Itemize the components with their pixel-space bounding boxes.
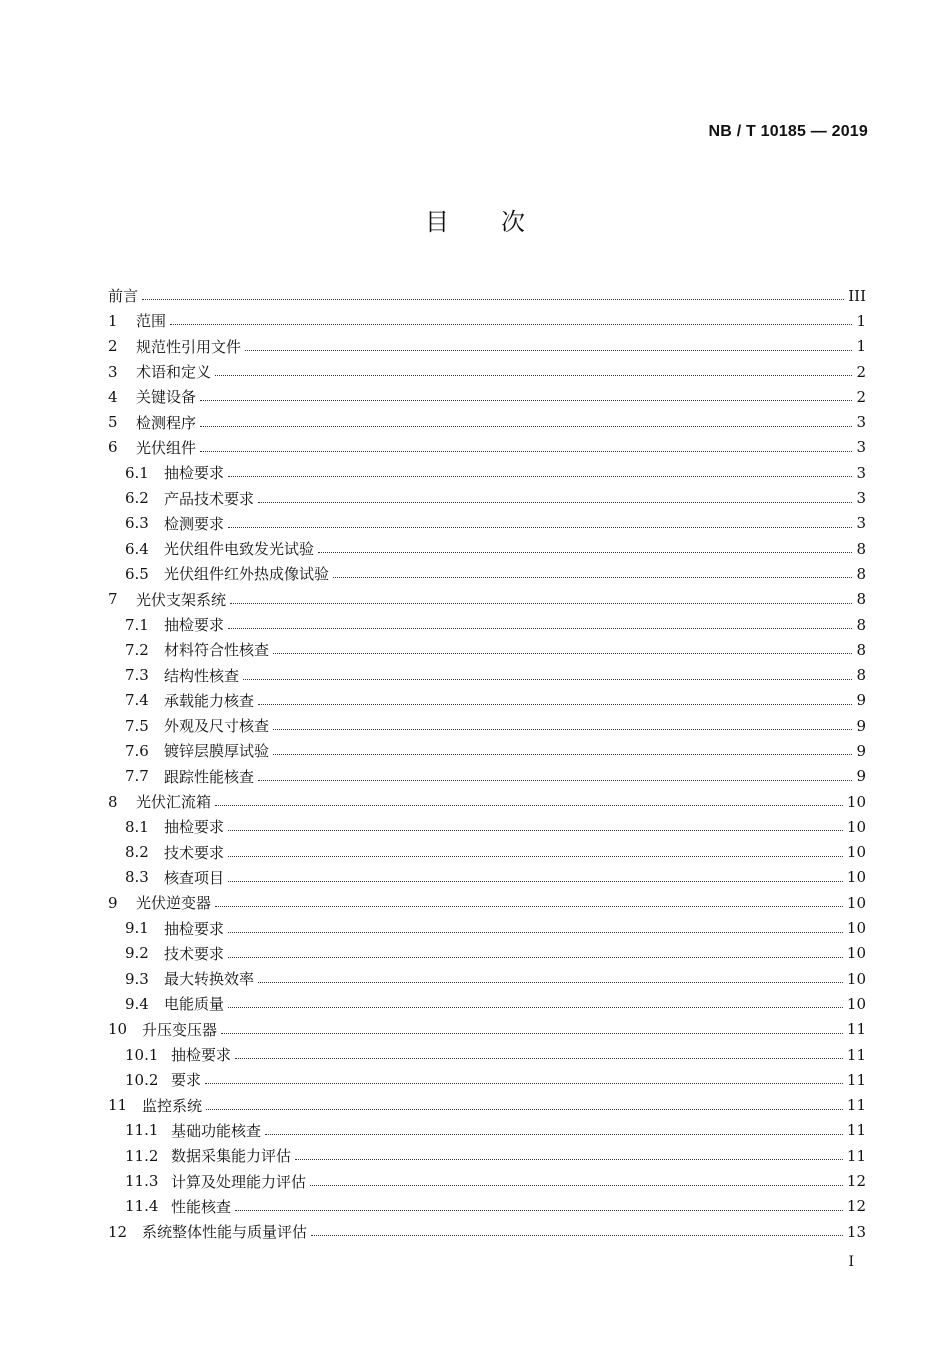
dot-leader <box>200 400 852 401</box>
dot-leader <box>245 350 852 351</box>
toc-entry-page: 10 <box>846 919 866 938</box>
dot-leader <box>215 906 843 907</box>
toc-entry[interactable] <box>108 1143 866 1168</box>
toc-entry[interactable] <box>108 1093 866 1118</box>
toc-entry-page: 8 <box>856 539 866 558</box>
toc-entry-page: 11 <box>846 1045 866 1064</box>
toc-entry-label: 抽检要求 <box>164 464 225 483</box>
toc-entry-label: 性能核查 <box>171 1197 232 1216</box>
toc-entry-page: 10 <box>846 944 866 963</box>
toc-entry-label: 术语和定义 <box>136 363 212 382</box>
dot-leader <box>230 603 852 604</box>
toc-entry-page: 2 <box>856 362 866 381</box>
toc-entry-label: 镀锌层膜厚试验 <box>164 742 270 761</box>
dot-leader <box>243 679 852 680</box>
dot-leader <box>228 527 852 528</box>
toc-entry[interactable] <box>108 1042 866 1067</box>
toc-entry[interactable] <box>108 1067 866 1092</box>
toc-entry-label: 检测程序 <box>136 413 197 432</box>
dot-leader <box>200 451 852 452</box>
toc-entry-number: 9.2 <box>125 944 149 963</box>
toc-entry-number: 5 <box>108 413 118 432</box>
toc-entry-label: 前言 <box>108 287 139 306</box>
standard-number: NB / T 10185 — 2019 <box>708 123 868 140</box>
dot-leader <box>258 502 852 503</box>
toc-entry-label: 基础功能核查 <box>171 1121 262 1140</box>
toc-entry-page: 1 <box>856 337 866 356</box>
toc-entry-number: 8.3 <box>125 868 149 887</box>
toc-entry[interactable] <box>108 485 866 510</box>
toc-entry-number: 11.3 <box>125 1172 159 1191</box>
toc-entry-label: 监控系统 <box>142 1096 203 1115</box>
toc-entry-label: 承载能力核查 <box>164 691 255 710</box>
dot-leader <box>142 299 844 300</box>
dot-leader <box>215 805 843 806</box>
toc-entry[interactable] <box>108 435 866 460</box>
toc-entry-label: 光伏逆变器 <box>136 894 212 913</box>
toc-entry-number: 10 <box>108 1020 128 1039</box>
toc-entry[interactable] <box>108 612 866 637</box>
toc-entry-label: 检测要求 <box>164 514 225 533</box>
toc-entry-label: 技术要求 <box>164 843 225 862</box>
toc-entry[interactable] <box>108 915 866 940</box>
toc-entry-page: 11 <box>846 1146 866 1165</box>
toc-entry-page: 12 <box>846 1197 866 1216</box>
dot-leader <box>235 1058 843 1059</box>
toc-entry-number: 12 <box>108 1222 128 1241</box>
toc-entry-number: 9.3 <box>125 969 149 988</box>
toc-entry-page: 3 <box>856 438 866 457</box>
toc-entry-number: 8.1 <box>125 817 149 836</box>
toc-entry-number: 6 <box>108 438 118 457</box>
toc-entry[interactable] <box>108 713 866 738</box>
toc-entry[interactable] <box>108 511 866 536</box>
toc-entry-number: 8.2 <box>125 843 149 862</box>
toc-entry-page: 3 <box>856 514 866 533</box>
toc-entry[interactable] <box>108 1168 866 1193</box>
toc-entry[interactable] <box>108 991 866 1016</box>
toc-entry[interactable] <box>108 1118 866 1143</box>
toc-entry[interactable] <box>108 941 866 966</box>
dot-leader <box>295 1159 843 1160</box>
page-title: 目次 <box>425 208 577 236</box>
dot-leader <box>228 830 843 831</box>
toc-entry-label: 升压变压器 <box>142 1020 218 1039</box>
dot-leader <box>258 982 843 983</box>
toc-entry-page: 3 <box>856 489 866 508</box>
dot-leader <box>273 653 852 654</box>
toc-entry-page: 11 <box>846 1121 866 1140</box>
toc-entry-number: 6.3 <box>125 514 149 533</box>
toc-entry-number: 10.1 <box>125 1045 159 1064</box>
toc-entry-label: 结构性核查 <box>164 666 240 685</box>
toc-entry-page: 10 <box>846 994 866 1013</box>
toc-entry[interactable] <box>108 738 866 763</box>
toc-entry[interactable] <box>108 334 866 359</box>
toc-entry-page: 13 <box>846 1222 866 1241</box>
toc-entry-number: 9.4 <box>125 994 149 1013</box>
toc-entry-number: 11 <box>108 1096 128 1115</box>
toc-entry-number: 11.2 <box>125 1146 159 1165</box>
dot-leader <box>228 1007 843 1008</box>
toc-entry-page: 10 <box>846 843 866 862</box>
toc-entry-label: 光伏组件电致发光试验 <box>164 540 315 559</box>
toc-entry[interactable] <box>108 662 866 687</box>
toc-entry-label: 规范性引用文件 <box>136 337 242 356</box>
toc-entry[interactable] <box>108 1017 866 1042</box>
toc-entry-number: 11.1 <box>125 1121 159 1140</box>
toc-entry-page: 1 <box>856 311 866 330</box>
toc-entry[interactable] <box>108 688 866 713</box>
toc-entry-label: 范围 <box>136 312 167 331</box>
toc-entry[interactable] <box>108 966 866 991</box>
toc-entry-label: 光伏支架系统 <box>136 590 227 609</box>
dot-leader <box>228 932 843 933</box>
toc-entry-page: III <box>848 286 866 305</box>
toc-entry-label: 抽检要求 <box>164 919 225 938</box>
toc-entry-number: 3 <box>108 362 118 381</box>
toc-entry-number: 7.6 <box>125 741 149 760</box>
toc-entry[interactable] <box>108 308 866 333</box>
toc-entry-page: 11 <box>846 1070 866 1089</box>
toc-entry[interactable] <box>108 764 866 789</box>
toc-entry-number: 7.1 <box>125 615 149 634</box>
toc-entry-page: 2 <box>856 387 866 406</box>
toc-entry[interactable] <box>108 890 866 915</box>
toc-entry[interactable] <box>108 840 866 865</box>
toc-entry-page: 8 <box>856 640 866 659</box>
toc-entry[interactable] <box>108 536 866 561</box>
toc-entry-number: 6.1 <box>125 463 149 482</box>
toc-entry-number: 1 <box>108 311 118 330</box>
toc-entry-page: 10 <box>846 969 866 988</box>
toc-entry-page: 3 <box>856 413 866 432</box>
toc-entry-label: 技术要求 <box>164 944 225 963</box>
toc-entry-page: 8 <box>856 590 866 609</box>
toc-entry-label: 要求 <box>171 1071 202 1090</box>
toc-entry-label: 最大转换效率 <box>164 970 255 989</box>
toc-entry-label: 材料符合性核查 <box>164 641 270 660</box>
toc-entry-page: 9 <box>856 691 866 710</box>
toc-entry-label: 产品技术要求 <box>164 489 255 508</box>
dot-leader <box>228 856 843 857</box>
toc-entry-number: 8 <box>108 792 118 811</box>
toc-entry-page: 12 <box>846 1172 866 1191</box>
toc-entry-label: 计算及处理能力评估 <box>171 1172 307 1191</box>
toc-entry-label: 抽检要求 <box>171 1046 232 1065</box>
toc-entry-number: 2 <box>108 337 118 356</box>
toc-entry-number: 7.3 <box>125 666 149 685</box>
dot-leader <box>228 881 843 882</box>
toc-entry[interactable] <box>108 1219 866 1244</box>
toc-entry[interactable] <box>108 1194 866 1219</box>
dot-leader <box>273 754 852 755</box>
dot-leader <box>258 780 852 781</box>
toc-entry[interactable] <box>108 460 866 485</box>
dot-leader <box>228 628 852 629</box>
toc-entry-number: 9 <box>108 893 118 912</box>
toc-entry-page: 11 <box>846 1096 866 1115</box>
toc-entry[interactable] <box>108 814 866 839</box>
toc-entry-page: 10 <box>846 792 866 811</box>
toc-entry-number: 7.2 <box>125 640 149 659</box>
toc-entry-page: 10 <box>846 893 866 912</box>
dot-leader <box>206 1109 843 1110</box>
toc-entry-page: 8 <box>856 666 866 685</box>
toc-entry-number: 6.5 <box>125 564 149 583</box>
toc-entry[interactable] <box>108 384 866 409</box>
toc-entry-number: 9.1 <box>125 919 149 938</box>
toc-entry-number: 7.5 <box>125 716 149 735</box>
toc-entry[interactable] <box>108 561 866 586</box>
toc-entry[interactable] <box>108 359 866 384</box>
toc-entry-label: 外观及尺寸核查 <box>164 717 270 736</box>
toc-entry-number: 6.2 <box>125 489 149 508</box>
dot-leader <box>235 1210 843 1211</box>
toc-entry-label: 关键设备 <box>136 388 197 407</box>
toc-entry-number: 10.2 <box>125 1070 159 1089</box>
dot-leader <box>311 1235 843 1236</box>
toc-entry-label: 光伏汇流箱 <box>136 793 212 812</box>
toc-entry-number: 7 <box>108 590 118 609</box>
toc-entry[interactable] <box>108 789 866 814</box>
toc-entry-page: 8 <box>856 615 866 634</box>
toc-entry-label: 抽检要求 <box>164 818 225 837</box>
toc-entry-label: 系统整体性能与质量评估 <box>142 1223 308 1242</box>
toc-entry-page: 11 <box>846 1020 866 1039</box>
toc-entry[interactable] <box>108 587 866 612</box>
toc-entry[interactable] <box>108 865 866 890</box>
dot-leader <box>258 704 852 705</box>
toc-entry[interactable] <box>108 637 866 662</box>
toc-entry-number: 6.4 <box>125 539 149 558</box>
toc-entry-label: 电能质量 <box>164 995 225 1014</box>
dot-leader <box>228 476 852 477</box>
dot-leader <box>265 1134 843 1135</box>
toc-entry-page: 9 <box>856 741 866 760</box>
toc-entry-page: 8 <box>856 564 866 583</box>
dot-leader <box>215 375 852 376</box>
toc-entry-number: 7.4 <box>125 691 149 710</box>
toc-entry-label: 光伏组件红外热成像试验 <box>164 565 330 584</box>
toc-entry-number: 7.7 <box>125 767 149 786</box>
dot-leader <box>221 1033 843 1034</box>
toc-entry-label: 抽检要求 <box>164 616 225 634</box>
dot-leader <box>310 1185 843 1186</box>
toc-entry-number: 4 <box>108 387 118 406</box>
toc-entry[interactable] <box>108 409 866 434</box>
dot-leader <box>170 324 852 325</box>
toc-entry-page: 9 <box>856 716 866 735</box>
dot-leader <box>318 552 852 553</box>
toc-entry-label: 核查项目 <box>164 868 225 887</box>
toc-entry-page: 10 <box>846 817 866 836</box>
toc-entry-page: 9 <box>856 767 866 786</box>
table-of-contents <box>108 283 866 1244</box>
toc-entry-label: 跟踪性能核查 <box>164 767 255 786</box>
dot-leader <box>205 1083 843 1084</box>
toc-entry-label: 光伏组件 <box>136 438 197 457</box>
toc-entry[interactable] <box>108 283 866 308</box>
page-number: I <box>848 1254 854 1270</box>
dot-leader <box>273 729 852 730</box>
dot-leader <box>200 426 852 427</box>
dot-leader <box>228 957 843 958</box>
toc-entry-page: 10 <box>846 868 866 887</box>
dot-leader <box>333 577 852 578</box>
toc-entry-page: 3 <box>856 463 866 482</box>
toc-entry-label: 数据采集能力评估 <box>171 1147 292 1166</box>
toc-entry-number: 11.4 <box>125 1197 159 1216</box>
